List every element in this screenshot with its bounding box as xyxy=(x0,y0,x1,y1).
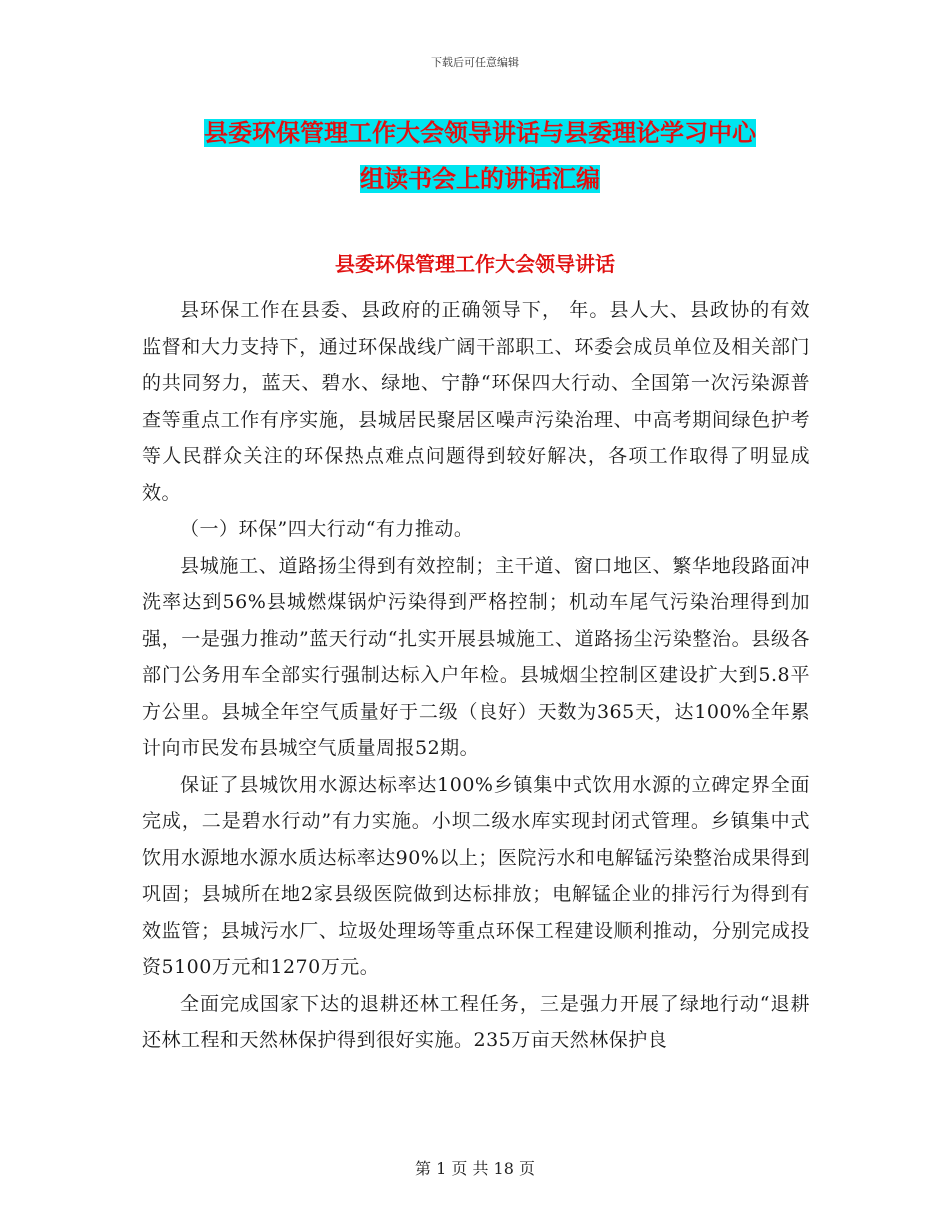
page-footer: 第 1 页 共 18 页 xyxy=(415,1159,535,1178)
paragraph-1: 县环保工作在县委、县政府的正确领导下， 年。县人大、县政协的有效监督和大力支持下，通过环保战线广阔干部职工、环委会成员单位及相关部门的共同努力，蓝天、碧水、绿地、宁静“环保四大行动、全国第一次污染源普查等重点工作有序实施，县城居民聚居区噪声污染治理、中高考期间绿色护考等人民群众关注的环保热点难点问题得到较好解决，各项工作取得了明显成效。 xyxy=(142,299,810,504)
body-text xyxy=(142,292,810,1059)
paragraph-2: （一）环保”四大行动“有力推动。 xyxy=(180,518,474,540)
page-header-note: 下载后可任意编辑 xyxy=(431,56,519,69)
document-title-line-1: 县委环保管理工作大会领导讲话与县委理论学习中心 xyxy=(204,119,756,147)
paragraph-4: 保证了县城饮用水源达标率达100%乡镇集中式饮用水源的立碑定界全面完成，二是碧水行动”有力实施。小坝二级水库实现封闭式管理。乡镇集中式饮用水源地水源水质达标率达90%以上；医院污水和电解锰污染整治成果得到巩固；县城所在地2家县级医院做到达标排放；电解锰企业的排污行为得到有效监管；县城污水厂、垃圾处理场等重点环保工程建设顺利推动，分别完成投资5100万元和1270万元。 xyxy=(142,773,810,978)
paragraph-5: 全面完成国家下达的退耕还林工程任务，三是强力开展了绿地行动“退耕还林工程和天然林保护得到很好实施。235万亩天然林保护良 xyxy=(142,992,810,1051)
section-heading: 县委环保管理工作大会领导讲话 xyxy=(335,252,615,276)
document-title-line-2: 组读书会上的讲话汇编 xyxy=(360,165,600,193)
paragraph-3: 县城施工、道路扬尘得到有效控制；主干道、窗口地区、繁华地段路面冲洗率达到56%县城燃煤锅炉污染得到严格控制；机动车尾气污染治理得到加强，一是强力推动”蓝天行动“扎实开展县城施工、道路扬尘污染整治。县级各部门公务用车全部实行强制达标入户年检。县城烟尘控制区建设扩大到5.8平方公里。县城全年空气质量好于二级（良好）天数为365天，达100%全年累计向市民发布县城空气质量周报52期。 xyxy=(142,554,810,759)
document-title xyxy=(140,110,820,202)
